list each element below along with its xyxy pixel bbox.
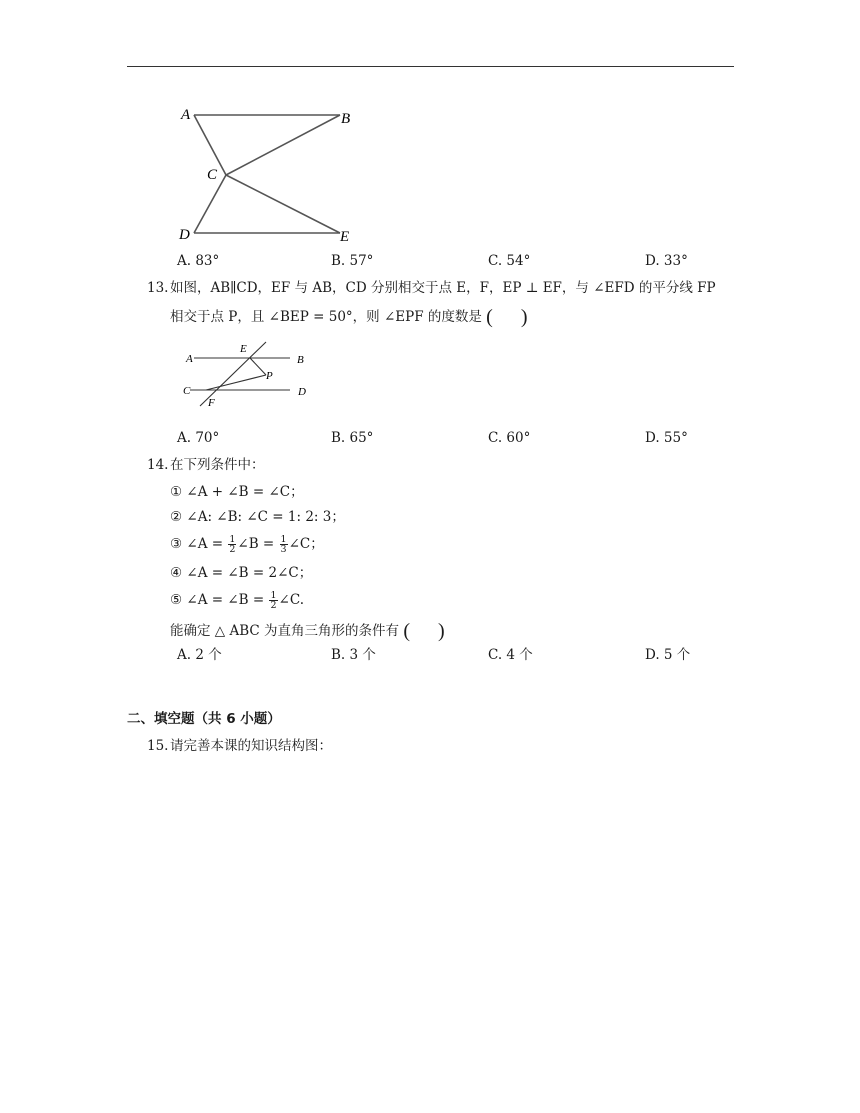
figure-q13-parallel-lines — [180, 338, 320, 413]
q12-option-a: A. 83° — [177, 253, 220, 269]
c5-suffix: ∠C. — [278, 592, 304, 608]
figure-q12-zigzag — [170, 100, 370, 250]
label-D: D — [179, 227, 190, 243]
q13-option-b: B. 65° — [331, 430, 374, 446]
c3-suffix: ∠C； — [288, 536, 324, 552]
section-title: 二、填空题（共 6 小题） — [127, 711, 281, 727]
q14-option-b: B. 3 个 — [331, 647, 376, 663]
label-B: B — [341, 111, 351, 127]
q13-text-line2 — [170, 306, 528, 326]
answer-paren-close: ) — [437, 620, 445, 642]
label-E: E — [240, 343, 247, 355]
answer-paren-close: ) — [520, 306, 528, 328]
label-A: A — [186, 353, 193, 365]
label-D: D — [298, 386, 306, 398]
label-F: F — [208, 397, 215, 409]
q13-option-d: D. 55° — [645, 430, 688, 446]
header-rule — [127, 66, 734, 67]
q13-number: 13. — [147, 280, 169, 296]
q12-option-b: B. 57° — [331, 253, 374, 269]
q13-line2-text: 相交于点 P，且 ∠BEP = 50°，则 ∠EPF 的度数是 — [170, 309, 482, 325]
q14-option-c: C. 4 个 — [488, 647, 533, 663]
fraction-one-half: $\frac{1}{2}$ — [229, 534, 236, 555]
q14-number: 14. — [147, 457, 169, 473]
label-C: C — [207, 167, 218, 183]
answer-paren-open: ( — [403, 620, 410, 642]
q12-option-d: D. 33° — [645, 253, 688, 269]
q13-option-a: A. 70° — [177, 430, 220, 446]
c5-prefix: ⑤ ∠A = ∠B = — [170, 592, 265, 608]
q14-intro: 在下列条件中： — [170, 457, 265, 473]
q13-text-line1: 如图，AB∥CD，EF 与 AB，CD 分别相交于点 E，F，EP ⊥ EF，与 ∠EFD 的平分线 FP — [170, 280, 716, 296]
q14-question-text: 能确定 △ ABC 为直角三角形的条件有 — [170, 623, 400, 639]
label-A: A — [181, 107, 191, 123]
c3-prefix: ③ ∠A = — [170, 536, 224, 552]
q14-question — [170, 620, 445, 640]
label-B: B — [297, 354, 304, 366]
label-E: E — [340, 229, 350, 245]
q14-condition-4: ④ ∠A = ∠B = 2∠C； — [170, 565, 313, 581]
q14-option-a: A. 2 个 — [177, 647, 222, 663]
c3-mid: ∠B = — [237, 536, 275, 552]
q14-condition-2: ② ∠A: ∠B: ∠C = 1: 2: 3； — [170, 509, 345, 525]
q14-condition-5 — [170, 591, 304, 610]
q12-option-c: C. 54° — [488, 253, 531, 269]
answer-paren-open: ( — [486, 306, 493, 328]
fraction-one-half: $\frac{1}{2}$ — [270, 590, 277, 611]
label-P: P — [266, 370, 273, 382]
q15-text: 请完善本课的知识结构图： — [170, 738, 332, 754]
fraction-one-third: $\frac{1}{3}$ — [280, 534, 287, 555]
q14-condition-3 — [170, 535, 324, 554]
q14-condition-1: ① ∠A + ∠B = ∠C； — [170, 484, 304, 500]
q13-option-c: C. 60° — [488, 430, 531, 446]
q14-option-d: D. 5 个 — [645, 647, 691, 663]
q15-number: 15. — [147, 738, 169, 754]
label-C: C — [183, 385, 191, 397]
